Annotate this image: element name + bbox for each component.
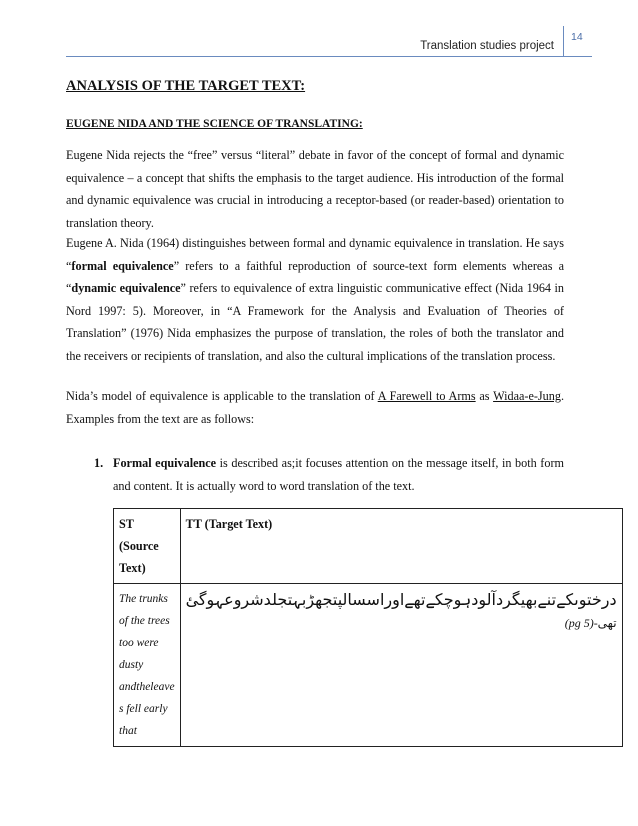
subsection-heading: EUGENE NIDA AND THE SCIENCE OF TRANSLATING: <box>66 118 363 130</box>
source-text-cell: The trunks of the trees too were dusty andtheleave s fell early that <box>114 584 181 747</box>
urdu-translation-line1: درختوںکےتنےبھیگردآلودہوچکےتھےاوراسسالپتجھڑبہتجلدشروعہوگئ <box>185 590 617 609</box>
paragraph-formal-dynamic <box>66 232 564 368</box>
page-number: 14 <box>571 31 583 43</box>
paragraph-nida-intro: Eugene Nida rejects the “free” versus “literal” debate in favor of the concept of formal and dynamic equivalence – a concept that shifts the emphasis to the target audience. His introduction of the formal and dynamic equivalence was crucial in introducing a receptor-based (or reader-based) orientation to translation theory. <box>66 148 564 230</box>
header-rule <box>66 56 564 57</box>
list-item <box>113 452 564 497</box>
header-source-text: ST (Source Text) <box>114 509 181 584</box>
translation-table <box>113 508 623 747</box>
para3-text-3: . Examples from the text are as follows: <box>66 389 565 426</box>
list-item-text: is described as;it focuses attention on the message itself, in both form and content. It is actually word to word translation of the text. <box>113 456 564 493</box>
term-formal-equivalence-list: Formal equivalence <box>113 456 217 470</box>
page-reference: (pg 5) <box>564 616 594 630</box>
running-header: Translation studies project <box>420 40 554 52</box>
urdu-tail: تھی- <box>593 616 617 630</box>
para2-text-2: ” refers to a faithful reproduction of source-text form elements whereas a “ <box>66 258 564 296</box>
title-farewell-to-arms: A Farewell to Arms <box>377 389 476 403</box>
para2-text-3: ” refers to equivalence of extra linguistic communicative effect (Nida 1964 in Nord 1997: 5). Moreover, in “A Framework for the Analysis and Evaluation of Theories of Translation” (1976) Nida emphasizes the purpose of translation, the roles of both the translator and the receivers or recipients of translation, and also the cultural implications of the translation process. <box>66 281 564 363</box>
para3-text-1: Nida’s model of equivalence is applicable to the translation of <box>66 389 378 403</box>
section-heading: ANALYSIS OF THE TARGET TEXT: <box>66 78 306 94</box>
table-row <box>114 584 623 747</box>
table-header-row <box>114 509 623 584</box>
term-dynamic-equivalence: dynamic equivalence <box>71 281 181 296</box>
header-target-text: TT (Target Text) <box>180 509 622 584</box>
term-formal-equivalence: formal equivalence <box>71 258 174 273</box>
para3-text-2: as <box>475 389 494 403</box>
paragraph-nida-model <box>66 385 564 430</box>
para2-text-1: Eugene A. Nida (1964) distinguishes between formal and dynamic equivalence in translation. He says “ <box>66 236 564 273</box>
urdu-translation-line2 <box>186 612 617 634</box>
target-text-cell <box>180 584 622 747</box>
title-widaa-e-jung: Widaa-e-Jung <box>493 389 561 403</box>
list-number: 1. <box>94 456 104 470</box>
